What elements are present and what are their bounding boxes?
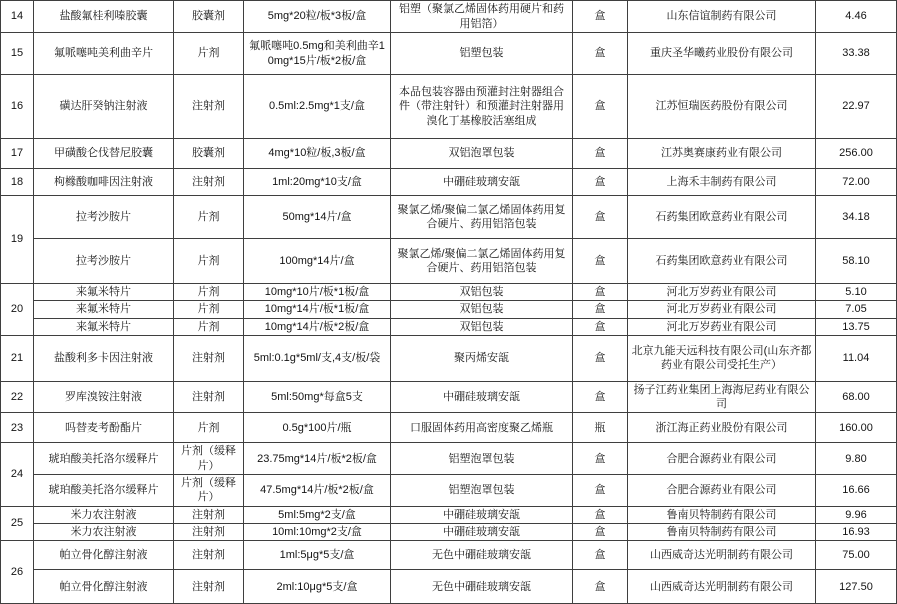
table-row [1,475,897,507]
cell-unit: 盒 [573,301,628,318]
cell-dosage-form: 注射剂 [174,523,244,540]
cell-row-number: 25 [1,506,34,541]
cell-unit: 盒 [573,75,628,139]
cell-package: 本品包装容器由预灌封注射器组合件（带注射针）和预灌封注射器用溴化丁基橡胶活塞组成 [391,75,573,139]
cell-package: 中硼硅玻璃安瓿 [391,381,573,413]
cell-spec: 10mg*14片/板*2板/盒 [244,318,391,335]
drug-price-table-body [1,1,897,604]
cell-spec: 4mg*10粒/板,3板/盒 [244,139,391,169]
cell-spec: 10ml:10mg*2支/盒 [244,523,391,540]
cell-unit: 盒 [573,33,628,75]
cell-manufacturer: 鲁南贝特制药有限公司 [628,506,816,523]
cell-row-number: 15 [1,33,34,75]
cell-unit: 盒 [573,506,628,523]
cell-spec: 1ml:5μg*5支/盒 [244,541,391,570]
cell-package: 无色中硼硅玻璃安瓿 [391,570,573,604]
cell-price: 127.50 [816,570,897,604]
cell-price: 9.80 [816,443,897,475]
table-row [1,506,897,523]
cell-price: 58.10 [816,239,897,284]
cell-spec: 5ml:50mg*每盒5支 [244,381,391,413]
cell-drug-name: 盐酸利多卡因注射液 [34,335,174,381]
table-row [1,335,897,381]
cell-price: 256.00 [816,139,897,169]
cell-manufacturer: 扬子江药业集团上海海尼药业有限公司 [628,381,816,413]
table-row [1,318,897,335]
cell-row-number: 20 [1,284,34,336]
cell-row-number: 22 [1,381,34,413]
cell-unit: 盒 [573,318,628,335]
cell-price: 13.75 [816,318,897,335]
cell-price: 16.66 [816,475,897,507]
cell-row-number: 19 [1,196,34,284]
cell-price: 160.00 [816,413,897,443]
cell-unit: 盒 [573,523,628,540]
cell-drug-name: 枸橼酸咖啡因注射液 [34,169,174,196]
table-row [1,196,897,239]
cell-package: 聚氯乙烯/聚偏二氯乙烯固体药用复合硬片、药用铝箔包装 [391,239,573,284]
cell-manufacturer: 合肥合源药业有限公司 [628,475,816,507]
cell-drug-name: 吗替麦考酚酯片 [34,413,174,443]
cell-package: 铝塑泡罩包装 [391,443,573,475]
cell-package: 铝塑（聚氯乙烯固体药用硬片和药用铝箔） [391,1,573,33]
cell-drug-name: 米力农注射液 [34,506,174,523]
cell-manufacturer: 浙江海正药业股份有限公司 [628,413,816,443]
cell-package: 双铝包装 [391,284,573,301]
cell-unit: 盒 [573,443,628,475]
cell-manufacturer: 河北万岁药业有限公司 [628,284,816,301]
table-row [1,33,897,75]
cell-drug-name: 甲磺酸仑伐替尼胶囊 [34,139,174,169]
cell-price: 72.00 [816,169,897,196]
cell-unit: 盒 [573,541,628,570]
cell-manufacturer: 重庆圣华曦药业股份有限公司 [628,33,816,75]
cell-spec: 10mg*14片/板*1板/盒 [244,301,391,318]
cell-price: 5.10 [816,284,897,301]
table-row [1,75,897,139]
cell-unit: 盒 [573,335,628,381]
table-row [1,1,897,33]
cell-package: 铝塑包装 [391,33,573,75]
cell-spec: 2ml:10μg*5支/盒 [244,570,391,604]
cell-package: 中硼硅玻璃安瓿 [391,523,573,540]
cell-unit: 盒 [573,284,628,301]
table-row [1,301,897,318]
table-row [1,541,897,570]
table-row [1,239,897,284]
cell-unit: 盒 [573,570,628,604]
cell-row-number: 21 [1,335,34,381]
cell-manufacturer: 北京九能天远科技有限公司(山东齐都药业有限公司受托生产） [628,335,816,381]
cell-dosage-form: 片剂 [174,33,244,75]
cell-package: 双铝包装 [391,318,573,335]
cell-price: 16.93 [816,523,897,540]
cell-price: 33.38 [816,33,897,75]
cell-drug-name: 帕立骨化醇注射液 [34,541,174,570]
cell-drug-name: 来氟米特片 [34,284,174,301]
cell-spec: 5ml:0.1g*5ml/支,4支/板/袋 [244,335,391,381]
table-row [1,284,897,301]
cell-drug-name: 来氟米特片 [34,301,174,318]
cell-dosage-form: 片剂 [174,301,244,318]
cell-row-number: 23 [1,413,34,443]
cell-spec: 0.5g*100片/瓶 [244,413,391,443]
cell-price: 4.46 [816,1,897,33]
cell-dosage-form: 注射剂 [174,169,244,196]
cell-manufacturer: 合肥合源药业有限公司 [628,443,816,475]
cell-unit: 盒 [573,1,628,33]
cell-spec: 1ml:20mg*10支/盒 [244,169,391,196]
cell-package: 聚丙烯安瓿 [391,335,573,381]
cell-drug-name: 帕立骨化醇注射液 [34,570,174,604]
cell-spec: 23.75mg*14片/板*2板/盒 [244,443,391,475]
cell-dosage-form: 片剂 [174,284,244,301]
cell-row-number: 14 [1,1,34,33]
cell-price: 22.97 [816,75,897,139]
cell-drug-name: 来氟米特片 [34,318,174,335]
cell-drug-name: 盐酸氟桂利嗪胶囊 [34,1,174,33]
cell-dosage-form: 注射剂 [174,335,244,381]
cell-unit: 盒 [573,169,628,196]
table-row [1,169,897,196]
cell-spec: 50mg*14片/盒 [244,196,391,239]
cell-unit: 盒 [573,381,628,413]
cell-price: 68.00 [816,381,897,413]
cell-dosage-form: 片剂 [174,239,244,284]
cell-package: 口服固体药用高密度聚乙烯瓶 [391,413,573,443]
cell-package: 中硼硅玻璃安瓿 [391,169,573,196]
cell-row-number: 16 [1,75,34,139]
cell-price: 9.96 [816,506,897,523]
cell-spec: 10mg*10片/板*1板/盒 [244,284,391,301]
cell-dosage-form: 注射剂 [174,570,244,604]
cell-dosage-form: 注射剂 [174,506,244,523]
cell-unit: 盒 [573,475,628,507]
cell-price: 11.04 [816,335,897,381]
cell-manufacturer: 石药集团欧意药业有限公司 [628,239,816,284]
cell-spec: 5mg*20粒/板*3板/盒 [244,1,391,33]
cell-manufacturer: 江苏恒瑞医药股份有限公司 [628,75,816,139]
cell-manufacturer: 山东信谊制药有限公司 [628,1,816,33]
cell-drug-name: 琥珀酸美托洛尔缓释片 [34,475,174,507]
cell-row-number: 17 [1,139,34,169]
cell-package: 无色中硼硅玻璃安瓿 [391,541,573,570]
table-row [1,570,897,604]
cell-spec: 100mg*14片/盒 [244,239,391,284]
cell-drug-name: 拉考沙胺片 [34,239,174,284]
cell-drug-name: 拉考沙胺片 [34,196,174,239]
cell-dosage-form: 注射剂 [174,381,244,413]
cell-drug-name: 罗库溴铵注射液 [34,381,174,413]
cell-manufacturer: 河北万岁药业有限公司 [628,318,816,335]
cell-package: 聚氯乙烯/聚偏二氯乙烯固体药用复合硬片、药用铝箔包装 [391,196,573,239]
cell-price: 7.05 [816,301,897,318]
cell-manufacturer: 江苏奥赛康药业有限公司 [628,139,816,169]
cell-manufacturer: 上海禾丰制药有限公司 [628,169,816,196]
cell-dosage-form: 片剂 [174,196,244,239]
cell-drug-name: 琥珀酸美托洛尔缓释片 [34,443,174,475]
cell-row-number: 24 [1,443,34,506]
cell-unit: 盒 [573,139,628,169]
cell-manufacturer: 河北万岁药业有限公司 [628,301,816,318]
cell-package: 铝塑泡罩包装 [391,475,573,507]
table-row [1,381,897,413]
cell-manufacturer: 山西威奇达光明制药有限公司 [628,570,816,604]
table-row [1,139,897,169]
cell-spec: 0.5ml:2.5mg*1支/盒 [244,75,391,139]
cell-package: 双铝包装 [391,301,573,318]
cell-unit: 盒 [573,196,628,239]
cell-dosage-form: 胶囊剂 [174,1,244,33]
table-row [1,523,897,540]
cell-package: 中硼硅玻璃安瓿 [391,506,573,523]
table-row [1,413,897,443]
cell-manufacturer: 鲁南贝特制药有限公司 [628,523,816,540]
cell-dosage-form: 胶囊剂 [174,139,244,169]
cell-dosage-form: 片剂 [174,318,244,335]
cell-dosage-form: 注射剂 [174,541,244,570]
cell-manufacturer: 山西威奇达光明制药有限公司 [628,541,816,570]
cell-price: 75.00 [816,541,897,570]
cell-drug-name: 磺达肝癸钠注射液 [34,75,174,139]
cell-drug-name: 氟哌噻吨美利曲辛片 [34,33,174,75]
cell-spec: 47.5mg*14片/板*2板/盒 [244,475,391,507]
cell-row-number: 26 [1,541,34,604]
cell-row-number: 18 [1,169,34,196]
table-row [1,443,897,475]
cell-package: 双铝泡罩包装 [391,139,573,169]
cell-unit: 瓶 [573,413,628,443]
cell-dosage-form: 片剂（缓释片） [174,443,244,475]
cell-spec: 5ml:5mg*2支/盒 [244,506,391,523]
cell-dosage-form: 片剂（缓释片） [174,475,244,507]
cell-dosage-form: 注射剂 [174,75,244,139]
cell-manufacturer: 石药集团欧意药业有限公司 [628,196,816,239]
cell-spec: 氟哌噻吨0.5mg和美利曲辛10mg*15片/板*2板/盒 [244,33,391,75]
cell-dosage-form: 片剂 [174,413,244,443]
cell-price: 34.18 [816,196,897,239]
cell-drug-name: 米力农注射液 [34,523,174,540]
cell-unit: 盒 [573,239,628,284]
